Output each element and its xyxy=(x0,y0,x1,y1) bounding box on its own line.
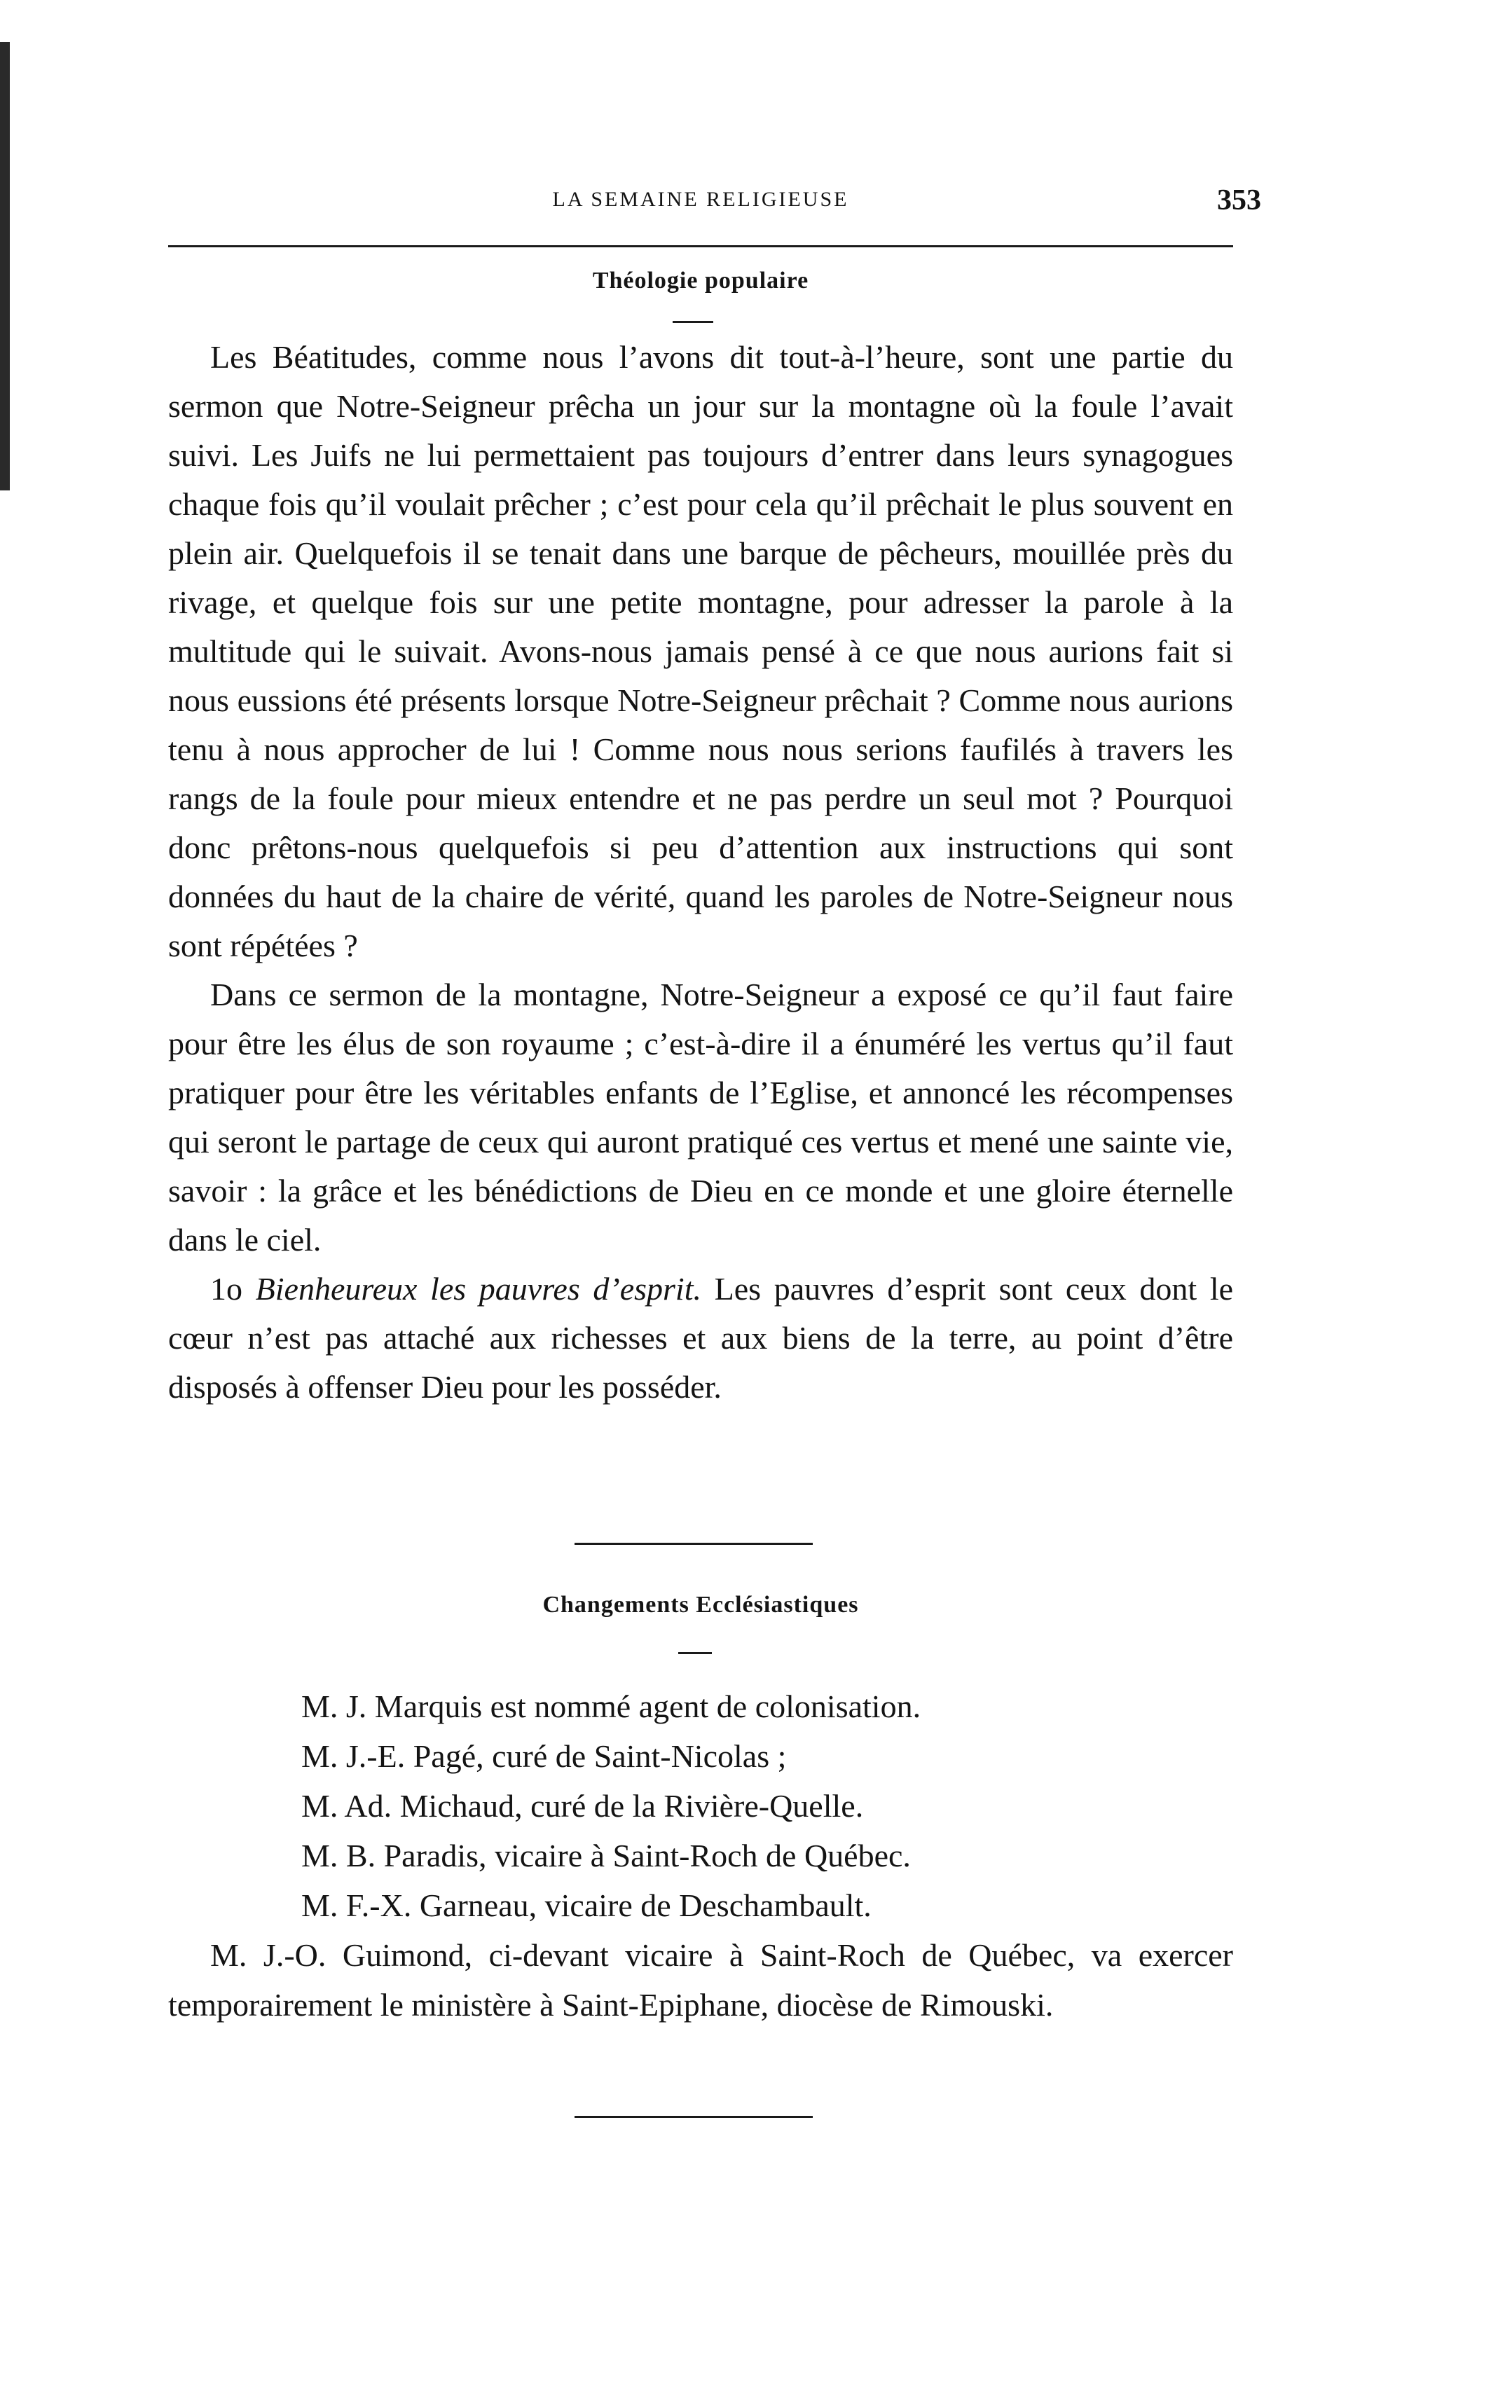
page-number: 353 xyxy=(1217,184,1261,216)
scan-edge-mark xyxy=(0,42,10,490)
running-title: LA SEMAINE RELIGIEUSE xyxy=(552,188,849,211)
section-title-changements: Changements Ecclésiastiques xyxy=(542,1592,859,1618)
header-rule xyxy=(168,245,1233,247)
end-rule xyxy=(575,2116,813,2118)
changements-list xyxy=(168,1681,1233,2030)
theologie-body xyxy=(168,333,1233,1412)
title-dash xyxy=(673,321,713,323)
beatitude-number: 1o xyxy=(210,1271,242,1307)
beatitude-paragraph xyxy=(168,1265,1233,1412)
section-title-theologie: Théologie populaire xyxy=(592,268,809,294)
beatitude-title: Bienheureux les pauvres d’esprit. xyxy=(255,1271,701,1307)
section-divider xyxy=(575,1543,813,1545)
page-header xyxy=(168,184,1261,230)
list-item: M. J. Marquis est nommé agent de colonisation. xyxy=(301,1688,921,1724)
list-item: M. Ad. Michaud, curé de la Rivière-Quelle. xyxy=(301,1788,864,1824)
paragraph: Dans ce sermon de la montagne, Notre-Seigneur a exposé ce qu’il faut faire pour être les élus de son royaume ; c’est-à-dire il a énuméré les vertus qu’il faut pratiquer pour être les véritables enfants de l’Eglise, et annoncé les récompenses qui seront le partage de ceux qui auront pratiqué ces vertus et mené une sainte vie, savoir : la grâce et les bénédictions de Dieu en ce monde et une gloire éternelle dans le ciel. xyxy=(168,977,1233,1258)
beatitude-text: Les pauvres d’esprit sont ceux dont le cœur n’est pas attaché aux richesses et aux biens de la terre, au point d’être disposés à offenser Dieu pour les posséder. xyxy=(168,1271,1234,1405)
list-item: M. B. Paradis, vicaire à Saint-Roch de Québec. xyxy=(301,1838,911,1873)
paragraph: Les Béatitudes, comme nous l’avons dit tout-à-l’heure, sont une partie du sermon que Notre-Seigneur prêcha un jour sur la montagne où la foule l’avait suivi. Les Juifs ne lui permettaient pas toujours d’entrer dans leurs synagogues chaque fois qu’il voulait prêcher ; c’est pour cela qu’il prêchait le plus souvent en plein air. Quelquefois il se tenait dans une barque de pêcheurs, mouillée près du rivage, et quelque fois sur une petite montagne, pour adresser la parole à la multitude qui le suivait. Avons-nous jamais pensé à ce que nous aurions fait si nous eussions été présents lorsque Notre-Seigneur prêchait ? Comme nous aurions tenu à nous approcher de lui ! Comme nous nous serions faufilés à travers les rangs de la foule pour mieux entendre et ne pas perdre un seul mot ? Pourquoi donc prêtons-nous quelquefois si peu d’attention aux instructions qui sont données du haut de la chaire de vérité, quand les paroles de Notre-Seigneur nous sont répétées ? xyxy=(168,339,1233,963)
list-item: M. J.-O. Guimond, ci-devant vicaire à Saint-Roch de Québec, va exercer temporairement le ministère à Saint-Epiphane, diocèse de Rimouski. xyxy=(168,1937,1233,2023)
list-item: M. J.-E. Pagé, curé de Saint-Nicolas ; xyxy=(301,1738,787,1774)
list-item: M. F.-X. Garneau, vicaire de Deschambault. xyxy=(301,1887,872,1923)
title-dash xyxy=(678,1652,712,1654)
